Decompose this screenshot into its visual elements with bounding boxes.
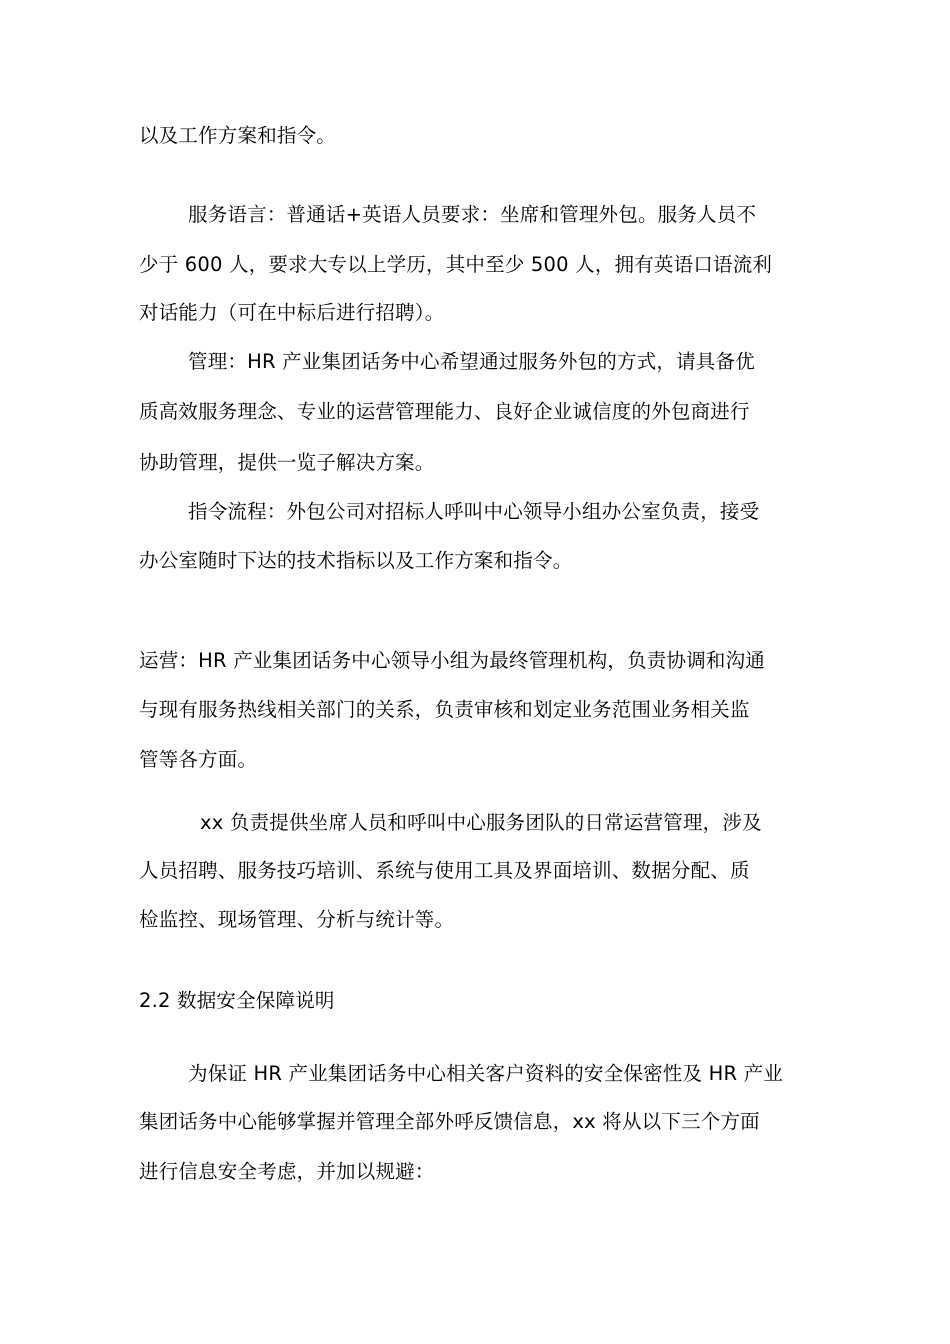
paragraph-line: 管理：HR 产业集团话务中心希望通过服务外包的方式，请具备优 — [188, 350, 755, 373]
paragraph-line: 管等各方面。 — [139, 748, 258, 771]
paragraph-line: 服务语言：普通话+英语人员要求：坐席和管理外包。服务人员不 — [188, 203, 757, 226]
paragraph-line: 进行信息安全考虑，并加以规避： — [139, 1160, 435, 1183]
paragraph-line: 为保证 HR 产业集团话务中心相关客户资料的安全保密性及 HR 产业 — [188, 1062, 784, 1085]
paragraph-line: 集团话务中心能够掌握并管理全部外呼反馈信息，xx 将从以下三个方面 — [139, 1110, 760, 1133]
paragraph-line: 指令流程：外包公司对招标人呼叫中心领导小组办公室负责，接受 — [188, 500, 760, 523]
paragraph-line: 以及工作方案和指令。 — [139, 124, 337, 147]
paragraph-line: 人员招聘、服务技巧培训、系统与使用工具及界面培训、数据分配、质 — [139, 859, 750, 882]
paragraph-line: 办公室随时下达的技术指标以及工作方案和指令。 — [139, 549, 573, 572]
section-heading: 2.2 数据安全保障说明 — [139, 989, 335, 1012]
paragraph-line: 少于 600 人，要求大专以上学历，其中至少 500 人，拥有英语口语流利 — [139, 253, 773, 276]
paragraph-line: 与现有服务热线相关部门的关系，负责审核和划定业务范围业务相关监 — [139, 698, 750, 721]
paragraph-line: xx 负责提供坐席人员和呼叫中心服务团队的日常运营管理，涉及 — [200, 811, 762, 834]
paragraph-line: 运营：HR 产业集团话务中心领导小组为最终管理机构，负责协调和沟通 — [139, 649, 766, 672]
paragraph-line: 协助管理，提供一览子解决方案。 — [139, 451, 435, 474]
paragraph-line: 对话能力（可在中标后进行招聘）。 — [139, 301, 445, 324]
paragraph-line: 质高效服务理念、专业的运营管理能力、良好企业诚信度的外包商进行 — [139, 400, 750, 423]
paragraph-line: 检监控、现场管理、分析与统计等。 — [139, 908, 455, 931]
